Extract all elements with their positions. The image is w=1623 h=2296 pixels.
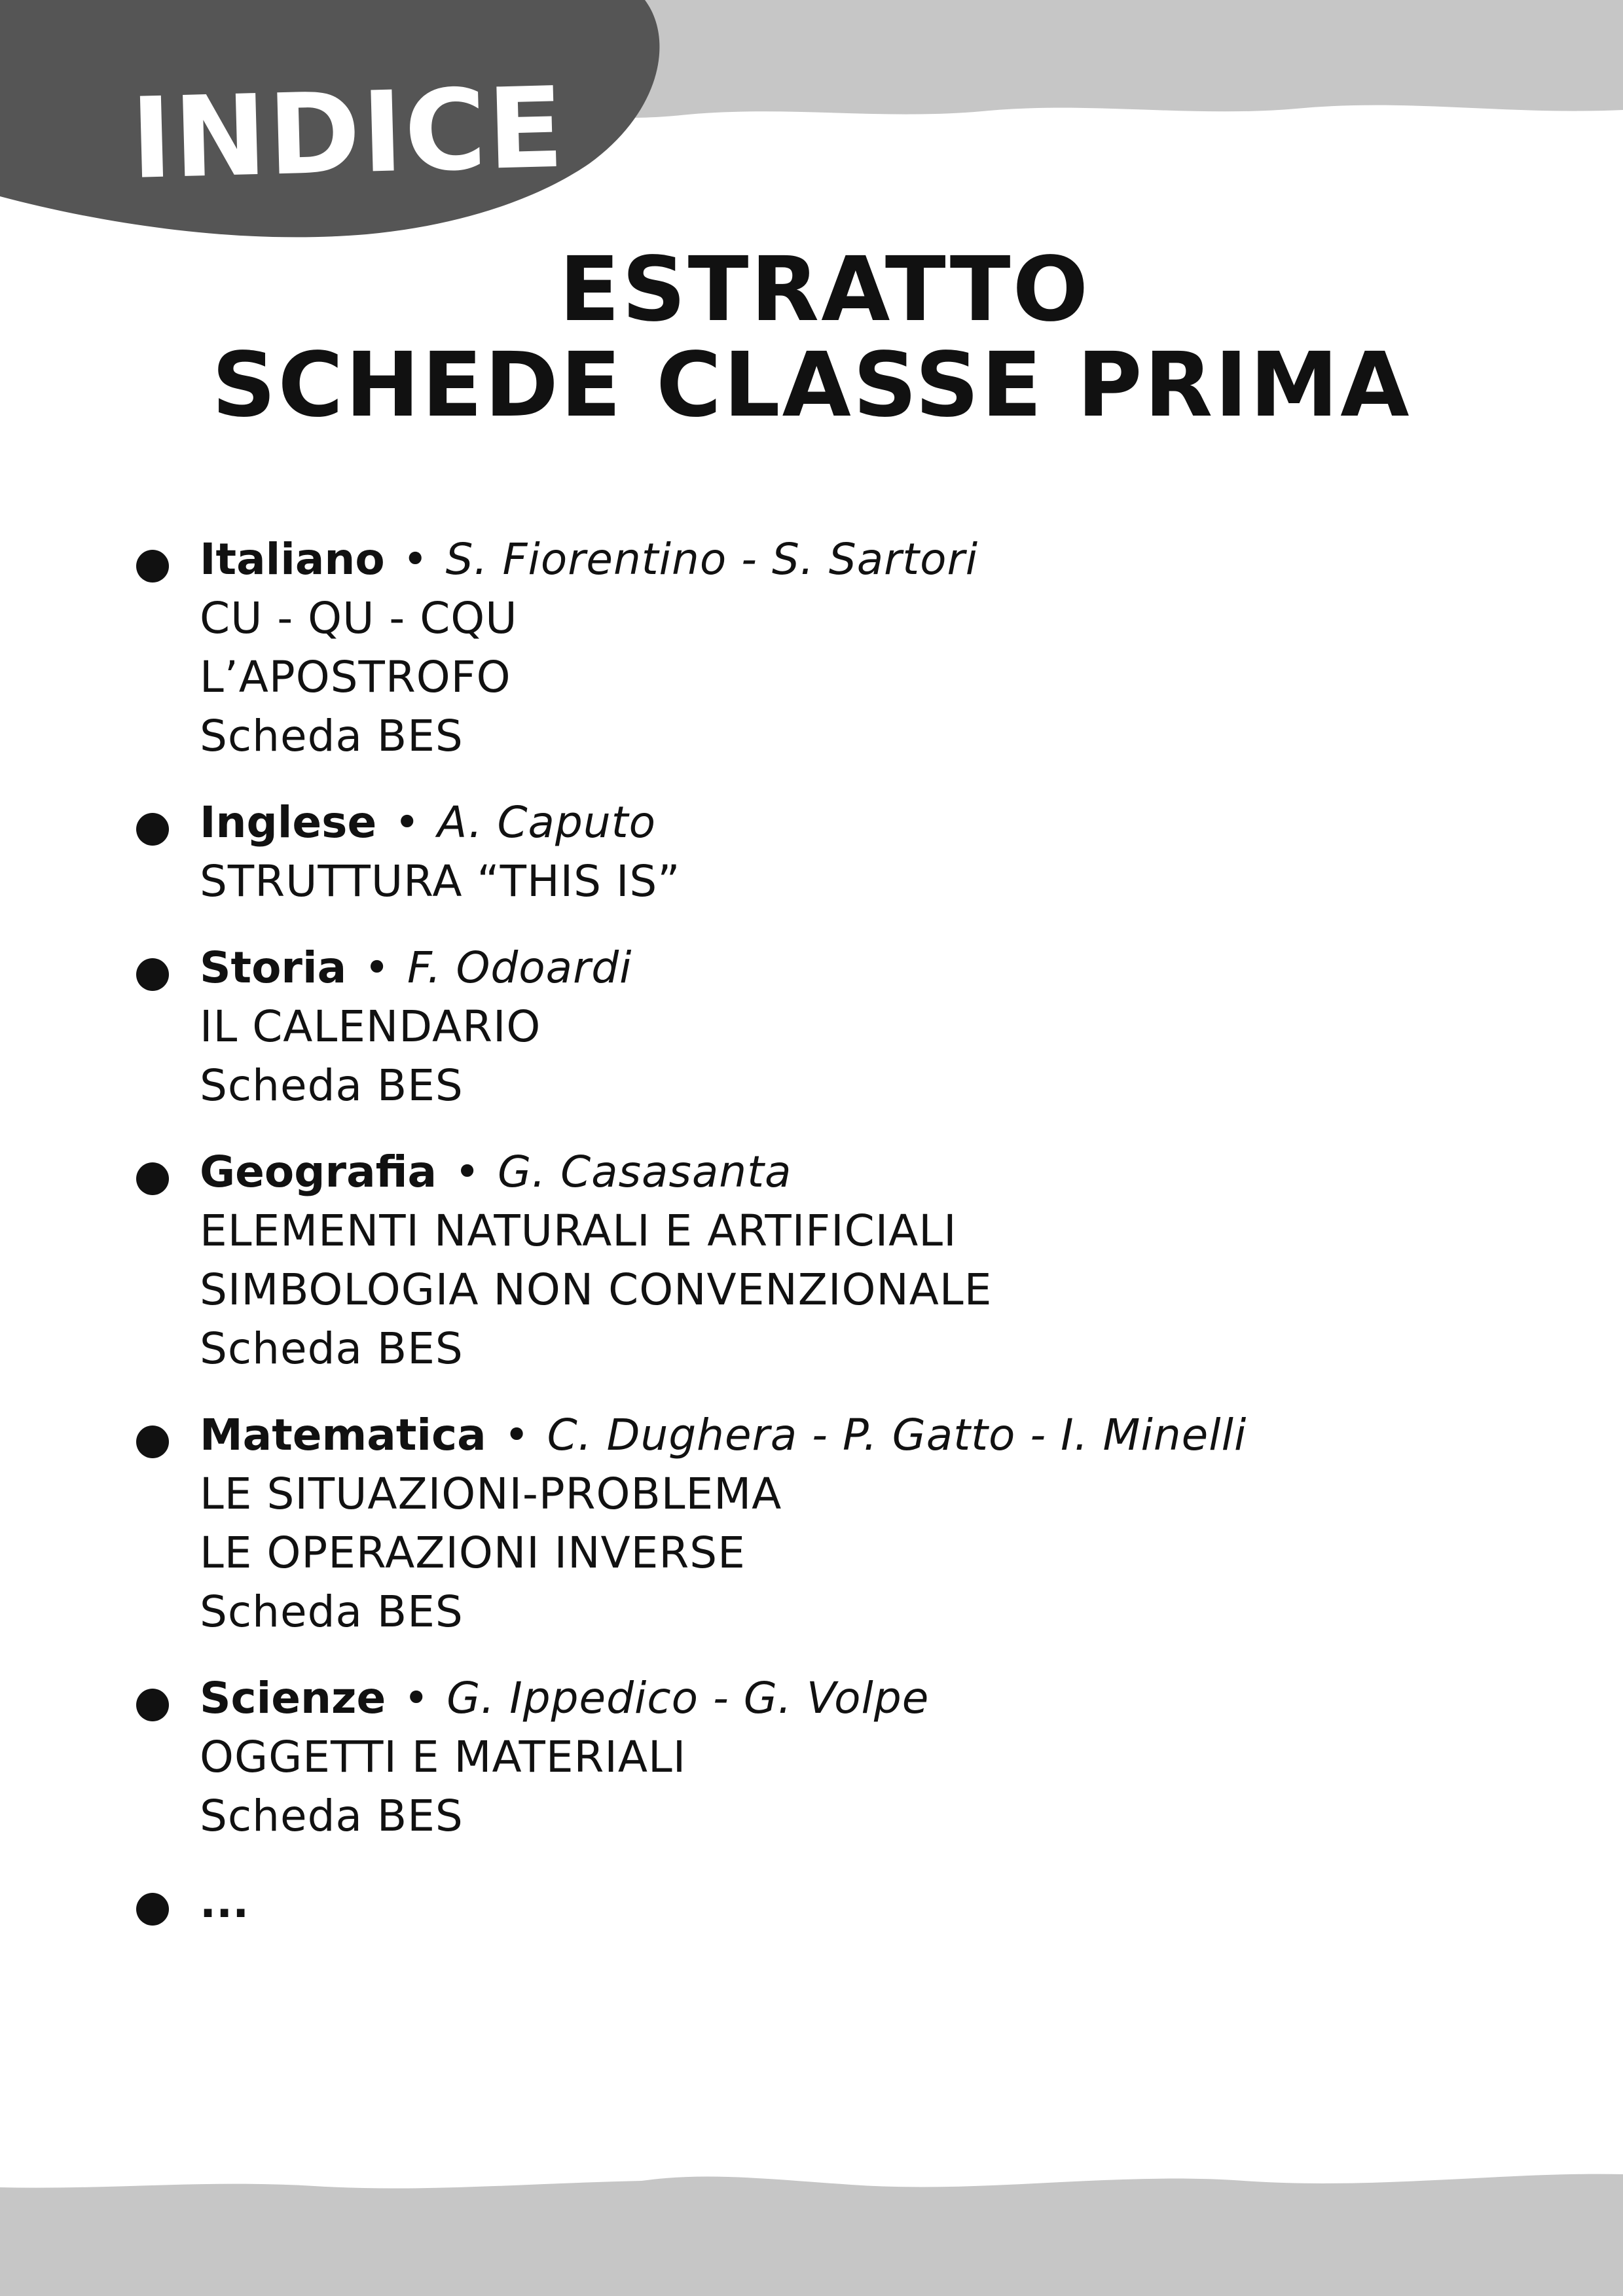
authors: G. Casasanta — [497, 1147, 792, 1197]
bullet-icon — [136, 813, 169, 846]
authors: A. Caputo — [437, 797, 656, 848]
topic: IL CALENDARIO — [200, 1001, 541, 1052]
entry-heading — [200, 530, 1542, 589]
subject-name: Inglese — [200, 797, 377, 848]
toc-entry-scienze — [134, 1669, 1542, 1846]
subject-name: Geografia — [200, 1147, 437, 1197]
topic: OGGETTI E MATERIALI — [200, 1732, 687, 1782]
toc-entry-inglese — [134, 793, 1542, 911]
entry-heading — [200, 1406, 1542, 1465]
toc-entry-more — [134, 1873, 1542, 1932]
topic: Scheda BES — [200, 1587, 464, 1637]
entry-heading — [200, 939, 1542, 997]
separator: • — [403, 1673, 429, 1723]
top-band — [589, 0, 1623, 118]
subject-name: Scienze — [200, 1673, 386, 1723]
bullet-icon — [136, 958, 169, 991]
topic: LE OPERAZIONI INVERSE — [200, 1528, 746, 1578]
separator: • — [454, 1147, 480, 1197]
toc-entry-italiano — [134, 530, 1542, 766]
authors: S. Fiorentino - S. Sartori — [445, 534, 979, 584]
bullet-icon — [136, 1162, 169, 1195]
separator: • — [394, 797, 420, 848]
separator: • — [402, 534, 428, 584]
bullet-icon — [136, 1689, 169, 1721]
toc-entry-geografia — [134, 1143, 1542, 1378]
bottom-band — [0, 2174, 1623, 2296]
topic: L’APOSTROFO — [200, 652, 511, 702]
topic: LE SITUAZIONI-PROBLEMA — [200, 1469, 782, 1519]
separator: • — [503, 1410, 530, 1460]
topic: ELEMENTI NATURALI E ARTIFICIALI — [200, 1206, 957, 1256]
page-title-line-2: SCHEDE CLASSE PRIMA — [211, 334, 1412, 437]
entry-heading — [200, 1873, 1542, 1932]
toc-entry-matematica — [134, 1406, 1542, 1641]
subject-name: Italiano — [200, 534, 385, 584]
subject-name: Matematica — [200, 1410, 486, 1460]
authors: C. Dughera - P. Gatto - I. Minelli — [547, 1410, 1247, 1460]
topic: STRUTTURA “THIS IS” — [200, 856, 681, 906]
topic: Scheda BES — [200, 1060, 464, 1111]
bullet-icon — [136, 550, 169, 583]
topic: Scheda BES — [200, 1323, 464, 1374]
entry-heading — [200, 793, 1542, 852]
authors: G. Ippedico - G. Volpe — [447, 1673, 930, 1723]
authors: F. Odoardi — [407, 942, 632, 993]
entry-heading — [200, 1669, 1542, 1728]
bullet-icon — [136, 1426, 169, 1458]
ellipsis: ... — [200, 1877, 249, 1928]
separator: • — [364, 942, 390, 993]
table-of-contents — [134, 530, 1542, 1960]
entry-heading — [200, 1143, 1542, 1202]
topic: CU - QU - CQU — [200, 593, 518, 643]
topic: Scheda BES — [200, 711, 464, 761]
toc-entry-storia — [134, 939, 1542, 1115]
page-title-line-1: ESTRATTO — [558, 238, 1091, 342]
topic: SIMBOLOGIA NON CONVENZIONALE — [200, 1265, 993, 1315]
topic: Scheda BES — [200, 1791, 464, 1841]
page-title — [0, 238, 1623, 437]
subject-name: Storia — [200, 942, 347, 993]
index-label: INDICE — [129, 63, 567, 204]
bullet-icon — [136, 1893, 169, 1926]
